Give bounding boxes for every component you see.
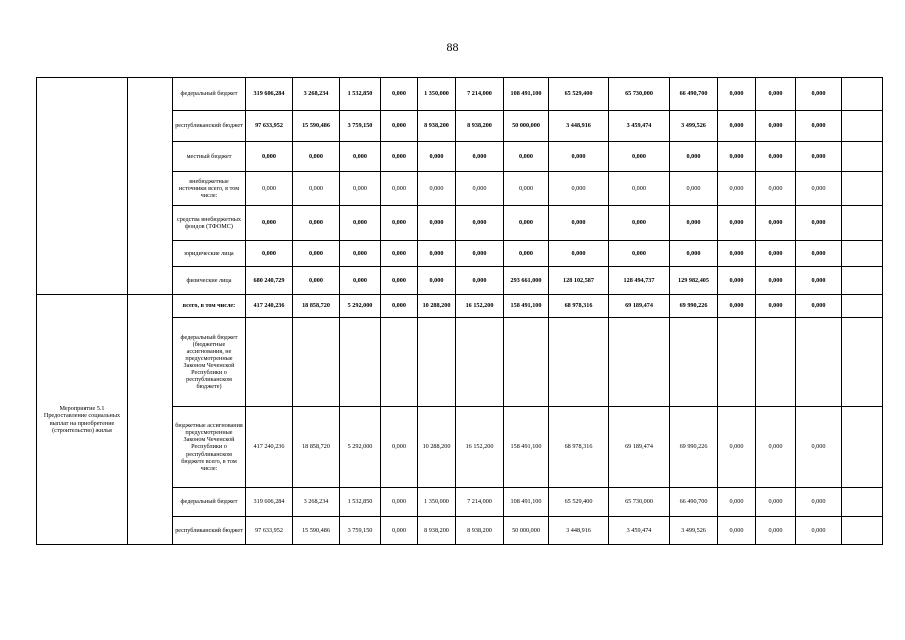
value-cell: 680 240,729 — [246, 267, 293, 295]
value-cell: 66 490,700 — [670, 78, 718, 111]
value-cell: 0,000 — [718, 488, 756, 517]
value-cell: 0,000 — [796, 206, 842, 241]
value-cell — [842, 206, 883, 241]
value-cell: 50 000,000 — [504, 517, 549, 545]
value-cell — [842, 488, 883, 517]
value-cell: 3 268,234 — [293, 488, 340, 517]
row-label: республиканский бюджет — [173, 517, 246, 545]
row-label: бюджетные ассигнования предусмотренные Законом Чеченской Республики о республиканском бюджете всего, в том числе: — [173, 407, 246, 488]
value-cell: 0,000 — [796, 407, 842, 488]
value-cell — [842, 318, 883, 407]
value-cell — [842, 407, 883, 488]
value-cell — [418, 318, 456, 407]
value-cell: 0,000 — [381, 206, 418, 241]
value-cell: 0,000 — [756, 407, 796, 488]
value-cell: 0,000 — [796, 267, 842, 295]
value-cell: 15 590,486 — [293, 111, 340, 142]
value-cell: 0,000 — [418, 206, 456, 241]
value-cell: 10 288,200 — [418, 295, 456, 318]
value-cell — [718, 318, 756, 407]
value-cell: 0,000 — [609, 206, 670, 241]
event-cell-empty — [37, 78, 128, 295]
value-cell — [456, 318, 504, 407]
value-cell: 3 448,916 — [549, 517, 609, 545]
value-cell: 0,000 — [340, 267, 381, 295]
value-cell: 68 978,316 — [549, 407, 609, 488]
value-cell: 69 990,226 — [670, 407, 718, 488]
value-cell: 97 633,952 — [246, 111, 293, 142]
value-cell — [842, 267, 883, 295]
table-row — [37, 295, 883, 318]
value-cell: 69 189,474 — [609, 295, 670, 318]
value-cell — [246, 318, 293, 407]
value-cell: 1 350,000 — [418, 78, 456, 111]
value-cell: 0,000 — [381, 172, 418, 206]
value-cell — [842, 241, 883, 267]
value-cell: 0,000 — [340, 241, 381, 267]
value-cell: 0,000 — [381, 407, 418, 488]
value-cell: 8 938,200 — [456, 111, 504, 142]
row-label: физические лица — [173, 267, 246, 295]
value-cell: 158 491,100 — [504, 295, 549, 318]
value-cell: 0,000 — [293, 267, 340, 295]
value-cell: 10 288,200 — [418, 407, 456, 488]
value-cell: 108 491,100 — [504, 78, 549, 111]
value-cell: 65 730,000 — [609, 78, 670, 111]
value-cell: 0,000 — [381, 241, 418, 267]
value-cell: 129 982,405 — [670, 267, 718, 295]
value-cell: 0,000 — [609, 172, 670, 206]
value-cell: 69 990,226 — [670, 295, 718, 318]
value-cell: 0,000 — [381, 142, 418, 172]
value-cell: 0,000 — [718, 111, 756, 142]
value-cell — [381, 318, 418, 407]
value-cell: 1 532,850 — [340, 78, 381, 111]
value-cell: 0,000 — [246, 241, 293, 267]
value-cell: 0,000 — [718, 407, 756, 488]
value-cell: 0,000 — [756, 267, 796, 295]
value-cell — [842, 111, 883, 142]
value-cell: 1 532,850 — [340, 488, 381, 517]
value-cell: 293 661,000 — [504, 267, 549, 295]
value-cell: 18 858,720 — [293, 407, 340, 488]
row-label: всего, в том числе: — [173, 295, 246, 318]
value-cell: 0,000 — [381, 488, 418, 517]
value-cell: 0,000 — [456, 206, 504, 241]
value-cell: 0,000 — [718, 78, 756, 111]
value-cell: 65 529,400 — [549, 78, 609, 111]
page-number: 88 — [446, 40, 459, 54]
value-cell: 8 938,200 — [418, 517, 456, 545]
value-cell: 0,000 — [504, 142, 549, 172]
value-cell: 0,000 — [381, 517, 418, 545]
value-cell: 0,000 — [756, 295, 796, 318]
value-cell: 0,000 — [246, 206, 293, 241]
executor-cell-empty — [128, 295, 173, 545]
value-cell: 66 490,700 — [670, 488, 718, 517]
value-cell: 0,000 — [549, 206, 609, 241]
value-cell: 5 292,000 — [340, 407, 381, 488]
value-cell: 319 606,284 — [246, 488, 293, 517]
value-cell: 3 268,234 — [293, 78, 340, 111]
value-cell: 0,000 — [340, 206, 381, 241]
value-cell: 0,000 — [293, 142, 340, 172]
value-cell: 69 189,474 — [609, 407, 670, 488]
value-cell: 0,000 — [718, 517, 756, 545]
value-cell: 128 102,587 — [549, 267, 609, 295]
value-cell: 0,000 — [381, 267, 418, 295]
value-cell: 0,000 — [718, 241, 756, 267]
value-cell: 97 633,952 — [246, 517, 293, 545]
budget-table — [36, 77, 883, 545]
value-cell: 0,000 — [718, 142, 756, 172]
row-label: внебюджетные источники всего, в том числе: — [173, 172, 246, 206]
value-cell: 0,000 — [293, 206, 340, 241]
value-cell — [842, 78, 883, 111]
value-cell: 0,000 — [756, 241, 796, 267]
value-cell: 0,000 — [718, 267, 756, 295]
value-cell — [796, 318, 842, 407]
table-row — [37, 78, 883, 111]
row-label: республиканский бюджет — [173, 111, 246, 142]
value-cell: 68 978,316 — [549, 295, 609, 318]
value-cell: 3 448,916 — [549, 111, 609, 142]
value-cell: 0,000 — [796, 78, 842, 111]
value-cell: 0,000 — [456, 241, 504, 267]
value-cell: 7 214,000 — [456, 78, 504, 111]
value-cell: 1 350,000 — [418, 488, 456, 517]
row-label: местный бюджет — [173, 142, 246, 172]
value-cell: 0,000 — [756, 488, 796, 517]
value-cell: 18 858,720 — [293, 295, 340, 318]
value-cell: 0,000 — [796, 241, 842, 267]
value-cell: 0,000 — [718, 206, 756, 241]
value-cell: 0,000 — [756, 111, 796, 142]
value-cell: 0,000 — [418, 267, 456, 295]
value-cell: 65 730,000 — [609, 488, 670, 517]
value-cell — [842, 295, 883, 318]
value-cell: 128 494,737 — [609, 267, 670, 295]
value-cell: 0,000 — [670, 206, 718, 241]
value-cell: 0,000 — [418, 142, 456, 172]
value-cell: 3 459,474 — [609, 111, 670, 142]
value-cell — [670, 318, 718, 407]
value-cell: 0,000 — [718, 172, 756, 206]
executor-cell-empty — [128, 78, 173, 295]
row-label: юридические лица — [173, 241, 246, 267]
value-cell — [293, 318, 340, 407]
value-cell: 0,000 — [796, 111, 842, 142]
value-cell: 0,000 — [796, 517, 842, 545]
value-cell — [842, 517, 883, 545]
value-cell: 0,000 — [756, 78, 796, 111]
row-label: федеральный бюджет — [173, 488, 246, 517]
value-cell — [549, 318, 609, 407]
value-cell: 0,000 — [340, 142, 381, 172]
value-cell — [504, 318, 549, 407]
value-cell: 7 214,000 — [456, 488, 504, 517]
value-cell: 0,000 — [549, 241, 609, 267]
value-cell: 3 499,526 — [670, 111, 718, 142]
value-cell: 108 491,100 — [504, 488, 549, 517]
event-title: Мероприятие 5.1 Предоставление социальных выплат на приобретение (строительство) жилья — [37, 295, 128, 545]
value-cell: 0,000 — [418, 241, 456, 267]
value-cell: 0,000 — [609, 241, 670, 267]
value-cell: 0,000 — [670, 142, 718, 172]
value-cell: 0,000 — [756, 172, 796, 206]
value-cell: 0,000 — [549, 172, 609, 206]
row-label: федеральный бюджет — [173, 78, 246, 111]
value-cell: 0,000 — [293, 172, 340, 206]
value-cell: 0,000 — [796, 142, 842, 172]
value-cell: 0,000 — [381, 295, 418, 318]
value-cell: 0,000 — [456, 267, 504, 295]
value-cell: 0,000 — [418, 172, 456, 206]
value-cell: 3 499,526 — [670, 517, 718, 545]
value-cell — [609, 318, 670, 407]
value-cell: 3 759,150 — [340, 517, 381, 545]
value-cell: 0,000 — [293, 241, 340, 267]
value-cell: 8 938,200 — [418, 111, 456, 142]
value-cell: 0,000 — [456, 142, 504, 172]
value-cell: 0,000 — [504, 206, 549, 241]
value-cell: 0,000 — [381, 78, 418, 111]
value-cell: 0,000 — [670, 241, 718, 267]
value-cell: 0,000 — [756, 142, 796, 172]
value-cell: 0,000 — [504, 241, 549, 267]
value-cell: 16 152,200 — [456, 407, 504, 488]
value-cell: 8 938,200 — [456, 517, 504, 545]
value-cell: 417 240,236 — [246, 407, 293, 488]
value-cell — [756, 318, 796, 407]
value-cell: 3 459,474 — [609, 517, 670, 545]
value-cell: 0,000 — [549, 142, 609, 172]
value-cell: 0,000 — [246, 142, 293, 172]
value-cell — [340, 318, 381, 407]
value-cell — [842, 142, 883, 172]
row-label: средства внебюджетных фондов (ТФОМС) — [173, 206, 246, 241]
value-cell: 0,000 — [246, 172, 293, 206]
value-cell: 3 759,150 — [340, 111, 381, 142]
value-cell — [842, 172, 883, 206]
value-cell: 319 606,284 — [246, 78, 293, 111]
value-cell: 0,000 — [796, 172, 842, 206]
value-cell: 0,000 — [670, 172, 718, 206]
value-cell: 0,000 — [718, 295, 756, 318]
value-cell: 65 529,400 — [549, 488, 609, 517]
value-cell: 15 590,486 — [293, 517, 340, 545]
value-cell: 0,000 — [340, 172, 381, 206]
value-cell: 0,000 — [756, 206, 796, 241]
value-cell: 0,000 — [456, 172, 504, 206]
value-cell: 5 292,000 — [340, 295, 381, 318]
value-cell: 0,000 — [609, 142, 670, 172]
value-cell: 0,000 — [504, 172, 549, 206]
value-cell: 16 152,200 — [456, 295, 504, 318]
value-cell: 50 000,000 — [504, 111, 549, 142]
value-cell: 0,000 — [381, 111, 418, 142]
value-cell: 0,000 — [796, 488, 842, 517]
value-cell: 158 491,100 — [504, 407, 549, 488]
value-cell: 417 240,236 — [246, 295, 293, 318]
row-label: федеральный бюджет (бюджетные ассигнования, не предусмотренные Законом Чеченской Республики о республиканском бюджете) — [173, 318, 246, 407]
value-cell: 0,000 — [756, 517, 796, 545]
value-cell: 0,000 — [796, 295, 842, 318]
